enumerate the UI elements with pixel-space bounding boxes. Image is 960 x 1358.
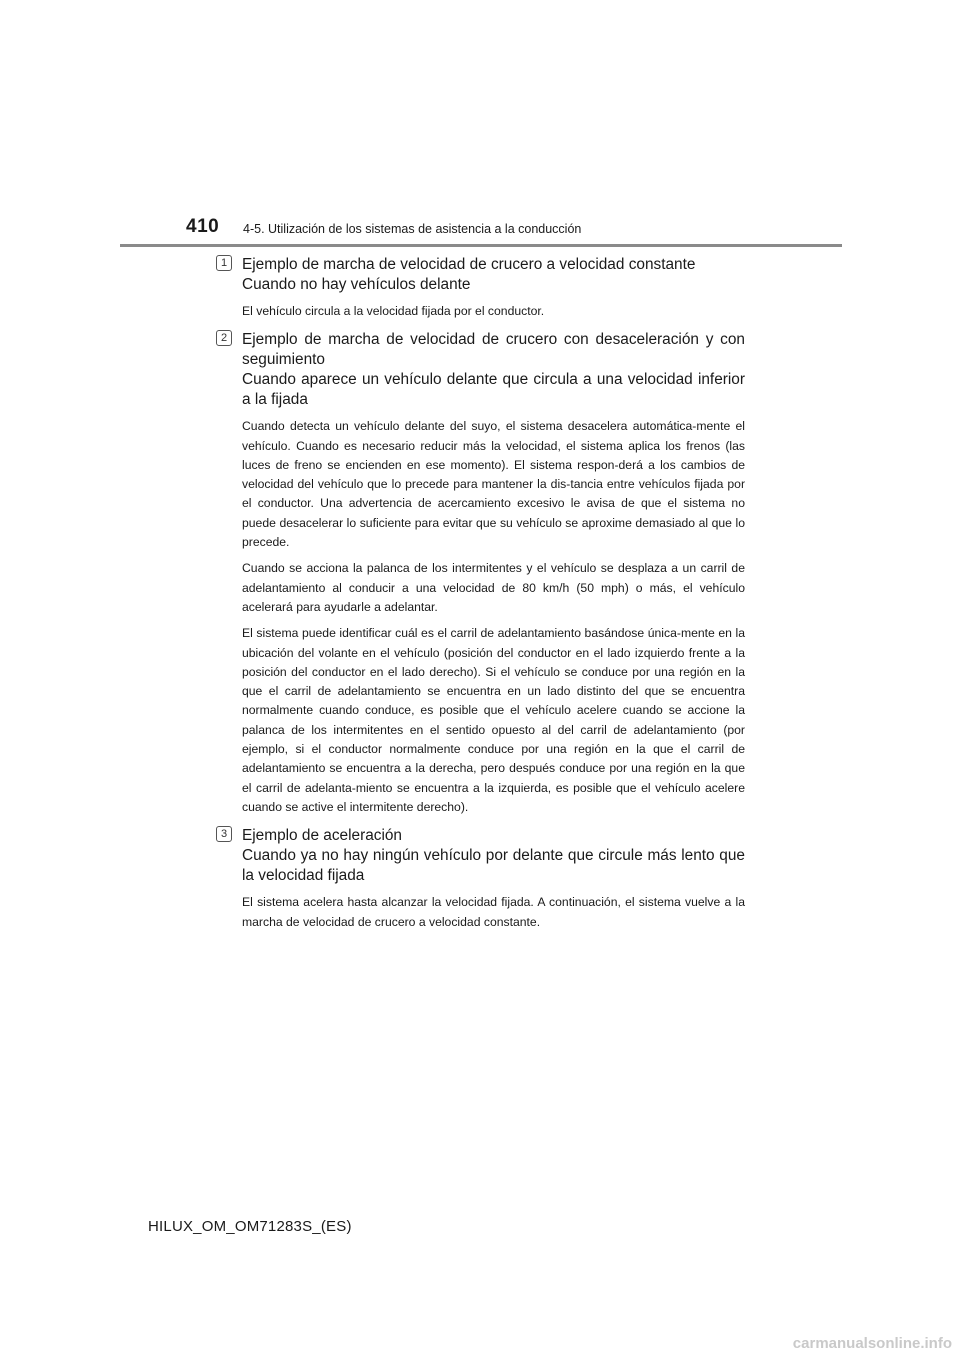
page-number: 410 [186,216,220,237]
item-paragraph: El vehículo circula a la velocidad fijada por el conductor. [242,304,545,318]
watermark: carmanualsonline.info [792,1335,952,1352]
item-heading-line: Ejemplo de marcha de velocidad de crucero con desaceleración y con seguimiento [242,331,745,369]
item-number-badge: 3 [216,826,232,842]
item-paragraph: El sistema puede identificar cuál es el carril de adelantamiento basándose única-mente en la ubicación del volante en el vehículo (posición del conductor en el lado izquierdo frente a la posición del conductor en el lado derecho). Si el vehículo se conduce por una región en la que el carril de adelantamiento se encuentra en un lado distinto del que se encuentra normalmente cuando conduce, es posible que el vehículo acelere cuando se accione la palanca de los intermitentes en el sentido opuesto al del carril de adelantamiento (por ejemplo, si el conductor normalmente conduce por una región en la que el carril de adelantamiento se encuentra a la derecha, pero después conduce por una región en la que el carril de adelanta-miento se encuentra a la izquierda, es posible que el vehículo acelere cuando se active el intermitente derecho). [242,626,745,814]
item-paragraph: El sistema acelera hasta alcanzar la velocidad fijada. A continuación, el sistema vuelve a la marcha de velocidad de crucero a velocidad constante. [242,895,745,929]
header-divider [120,244,842,247]
section-title: 4-5. Utilización de los sistemas de asistencia a la conducción [243,222,582,236]
item-heading [242,826,745,886]
item-number-badge: 2 [216,330,232,346]
item-number-badge: 1 [216,255,232,271]
item-heading-line: Ejemplo de marcha de velocidad de crucero a velocidad constante [242,256,696,273]
item-heading-line: Cuando aparece un vehículo delante que circula a una velocidad inferior a la fijada [242,371,745,409]
item-paragraph: Cuando se acciona la palanca de los intermitentes y el vehículo se desplaza a un carril de adelantamiento al conducir a una velocidad de 80 km/h (50 mph) o más, el vehículo acelerará para ayudarle a adelantar. [242,561,745,614]
list-item-2 [220,330,745,817]
item-heading-line: Ejemplo de aceleración [242,827,402,845]
item-paragraph: Cuando detecta un vehículo delante del suyo, el sistema desacelera automática-mente el vehículo. Cuando es necesario reducir más la velocidad, el sistema aplica los frenos (las luces de freno se encienden en ese momento). El sistema respon-derá a los cambios de velocidad del vehículo que lo precede para mantener la dis-tancia entre vehículos fijada por el conductor. Una advertencia de acercamiento excesivo le avisa de que el sistema no puede desacelerar lo suficiente para evitar que su vehículo se aproxime demasiado al que lo precede. [242,419,745,550]
list-item-1 [220,255,745,321]
item-heading [242,330,745,410]
item-heading [242,255,745,295]
list-item-3 [220,826,745,932]
item-heading-line: Cuando no hay vehículos delante [242,276,471,293]
main-content [220,255,745,932]
document-code: HILUX_OM_OM71283S_(ES) [148,1218,352,1235]
item-heading-line: Cuando ya no hay ningún vehículo por delante que circule más lento que la velocidad fijada [242,847,745,885]
